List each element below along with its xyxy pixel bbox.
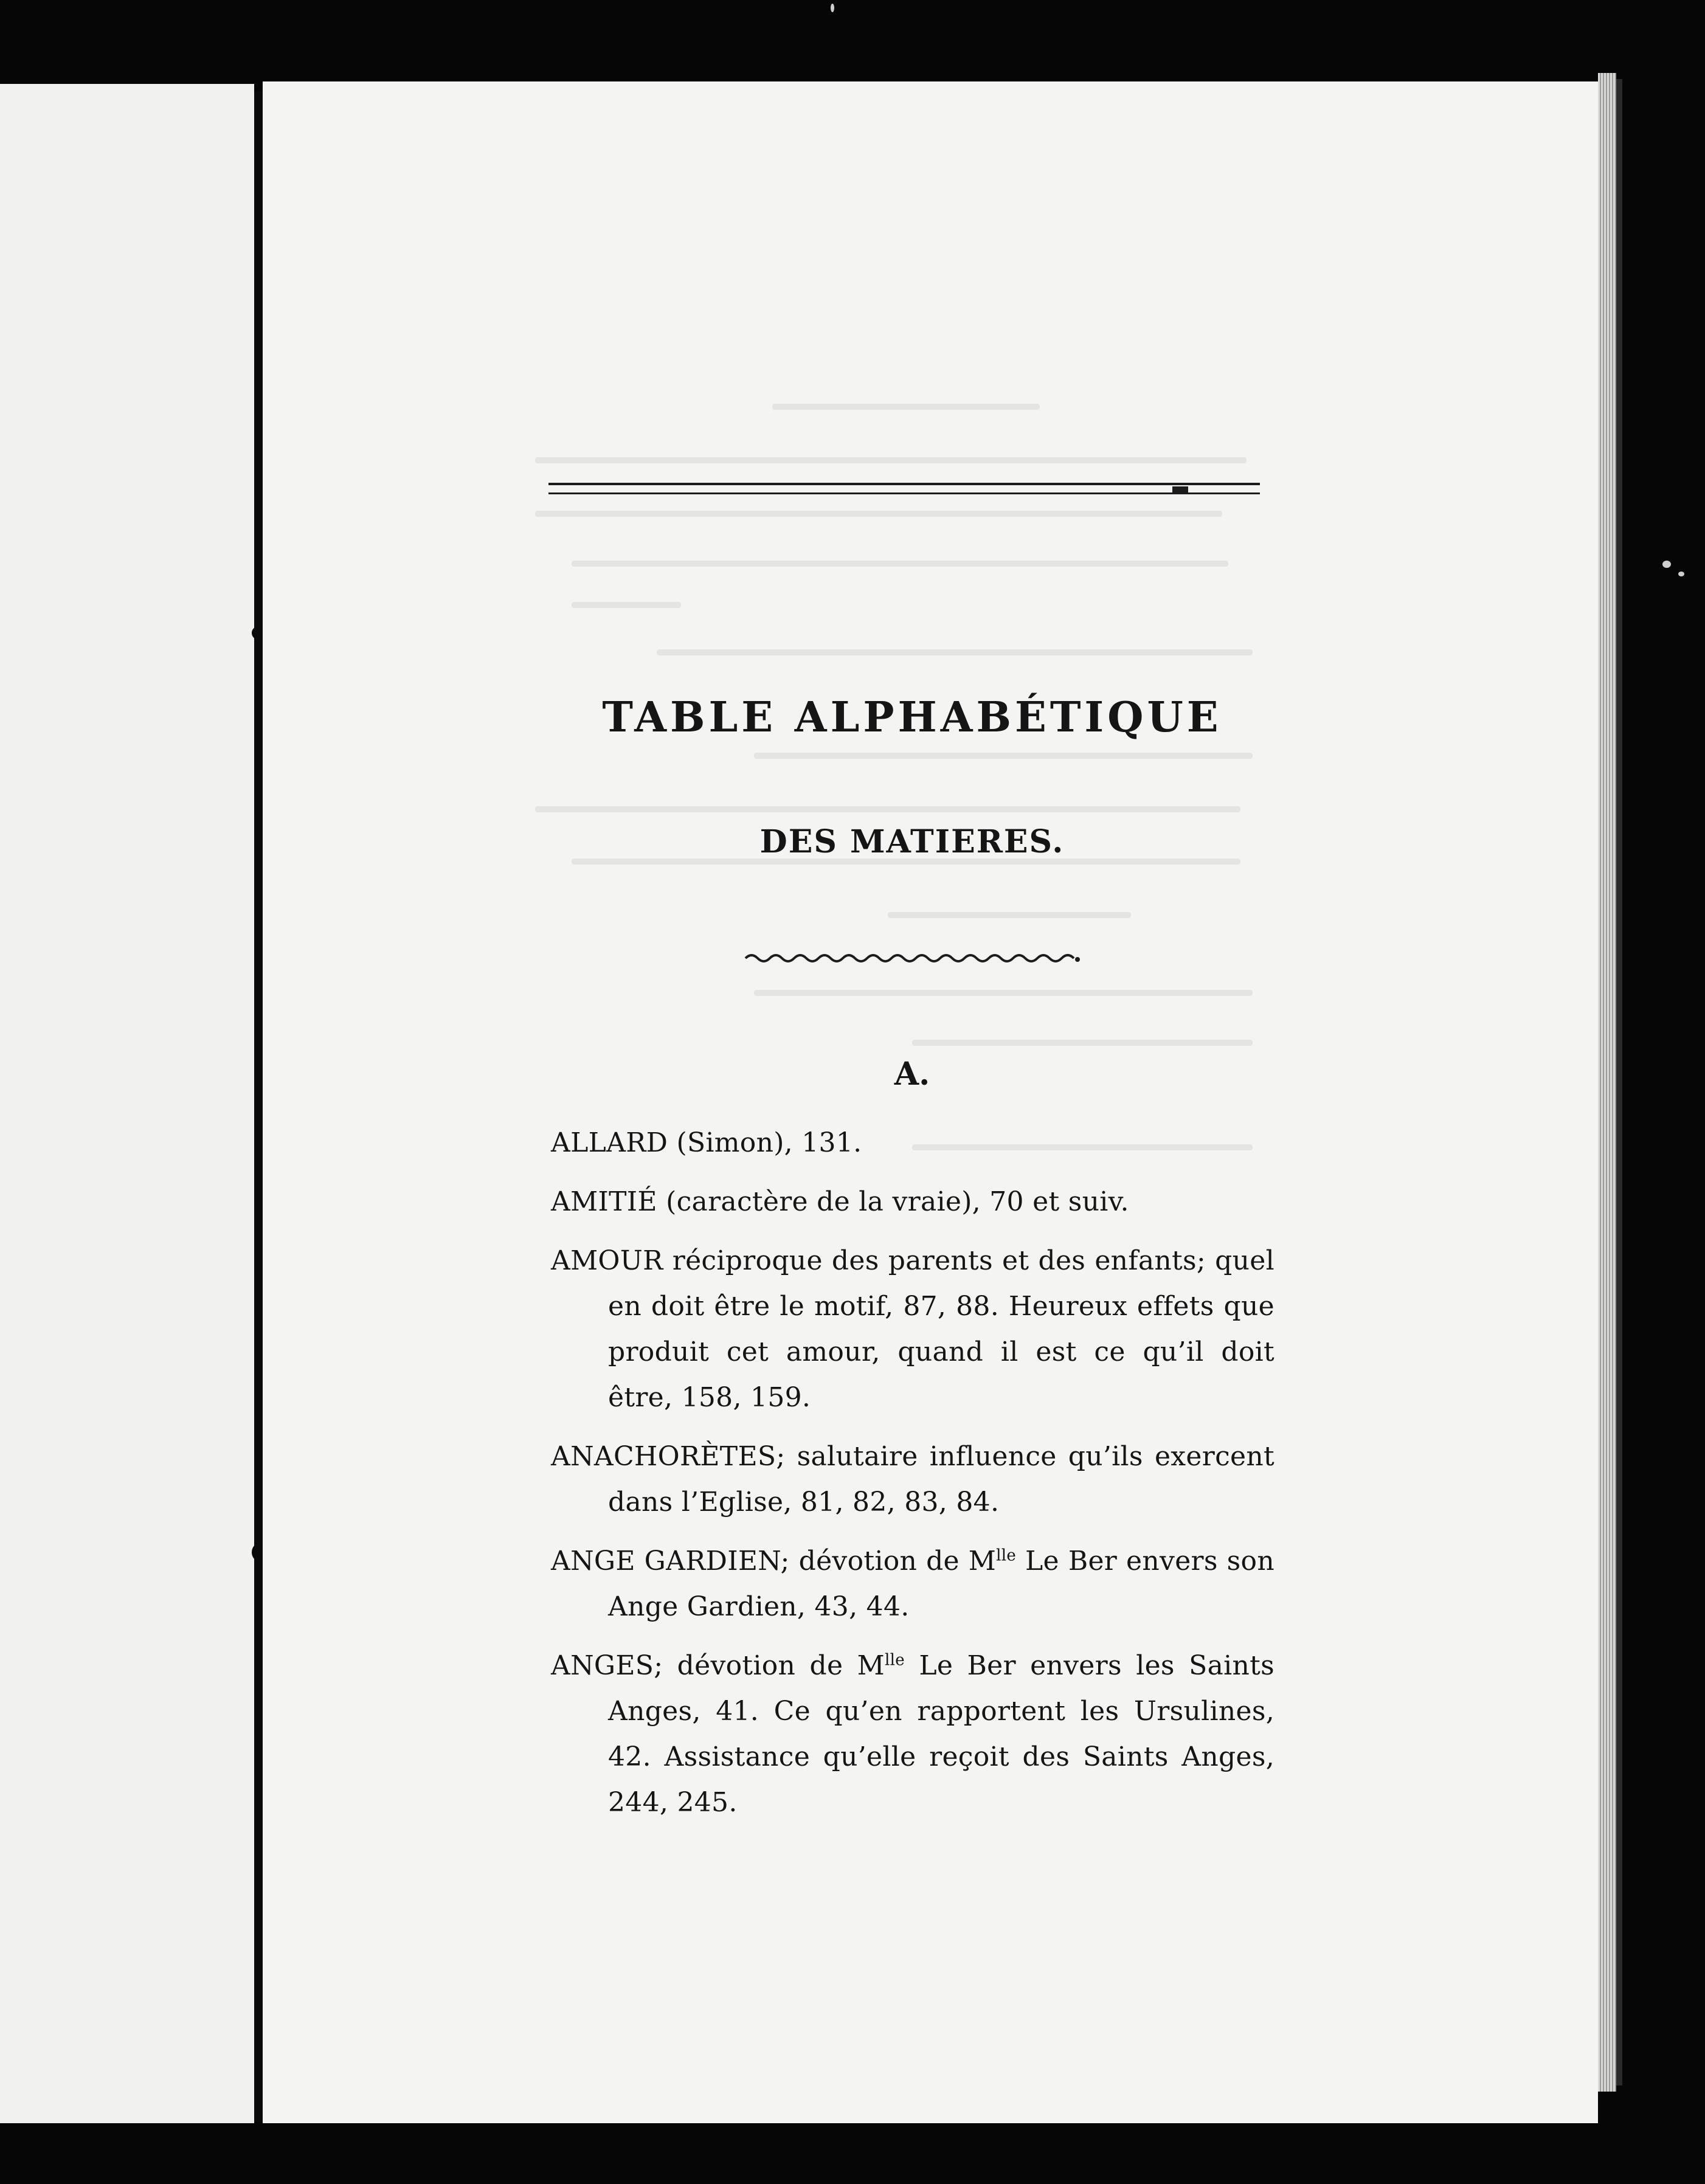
index-entry (551, 1643, 1274, 1825)
show-through-line (535, 511, 1222, 517)
decorative-divider (743, 951, 1084, 966)
scan-speck (1662, 561, 1671, 568)
entry-heading: ALLARD (551, 1127, 668, 1158)
index-entries (551, 1120, 1274, 1839)
entry-heading: ANGES (551, 1650, 654, 1681)
section-letter: A. (894, 1056, 930, 1093)
index-entry (551, 1538, 1274, 1629)
entry-text: Le Ber envers son Ange Gardien, 43, 44. (608, 1546, 1274, 1622)
entry-heading: AMITIÉ (551, 1186, 657, 1217)
entry-heading: ANACHORÈTES (551, 1441, 776, 1472)
index-entry (551, 1120, 1274, 1166)
show-through-line (657, 649, 1253, 655)
entry-superscript: lle (885, 1651, 905, 1670)
index-entry (551, 1434, 1274, 1525)
entry-text: réciproque des parents et des enfants; quel en doit être le motif, 87, 88. Heureux effets que produit cet amour, quand il est ce qu’il doit être, 158, 159. (608, 1245, 1274, 1413)
page-title: TABLE ALPHABÉTIQUE (602, 693, 1222, 742)
show-through-line (535, 806, 1240, 812)
entry-heading: ANGE GARDIEN (551, 1546, 781, 1577)
show-through-line (912, 1040, 1253, 1046)
index-entry (551, 1179, 1274, 1225)
header-rule (548, 492, 1260, 494)
show-through-line (572, 561, 1228, 567)
entry-text: Le Ber envers les Saints Anges, 41. Ce qu’en rapportent les Ursulines, 42. Assistance qu’elle reçoit des Saints Anges, 244, 245. (608, 1650, 1274, 1818)
show-through-line (888, 912, 1131, 918)
entry-text: ; salutaire influence qu’ils exercent dans l’Eglise, 81, 82, 83, 84. (608, 1441, 1274, 1518)
entry-text: ; dévotion de M (654, 1650, 885, 1681)
show-through-line (572, 602, 681, 608)
page-stack-shadow (1616, 79, 1622, 2086)
scan-speck (1678, 572, 1684, 576)
book-spine (254, 91, 263, 2122)
scan-speck (831, 4, 834, 12)
page-subtitle: DES MATIERES. (759, 823, 1065, 860)
previous-page-edge (0, 84, 254, 2123)
entry-superscript: lle (996, 1546, 1017, 1565)
header-rule (548, 483, 1260, 485)
show-through-line (535, 457, 1247, 463)
show-through-line (754, 990, 1253, 996)
index-entry (551, 1238, 1274, 1420)
entry-text: (caractère de la vraie), 70 et suiv. (657, 1186, 1129, 1217)
entry-text: ; dévotion de M (780, 1546, 997, 1577)
show-through-line (772, 404, 1040, 410)
entry-heading: AMOUR (551, 1245, 663, 1276)
entry-text: (Simon), 131. (668, 1127, 862, 1158)
rule-ornament (1172, 486, 1188, 494)
show-through-line (754, 753, 1253, 759)
page-stack-edge (1598, 73, 1616, 2092)
